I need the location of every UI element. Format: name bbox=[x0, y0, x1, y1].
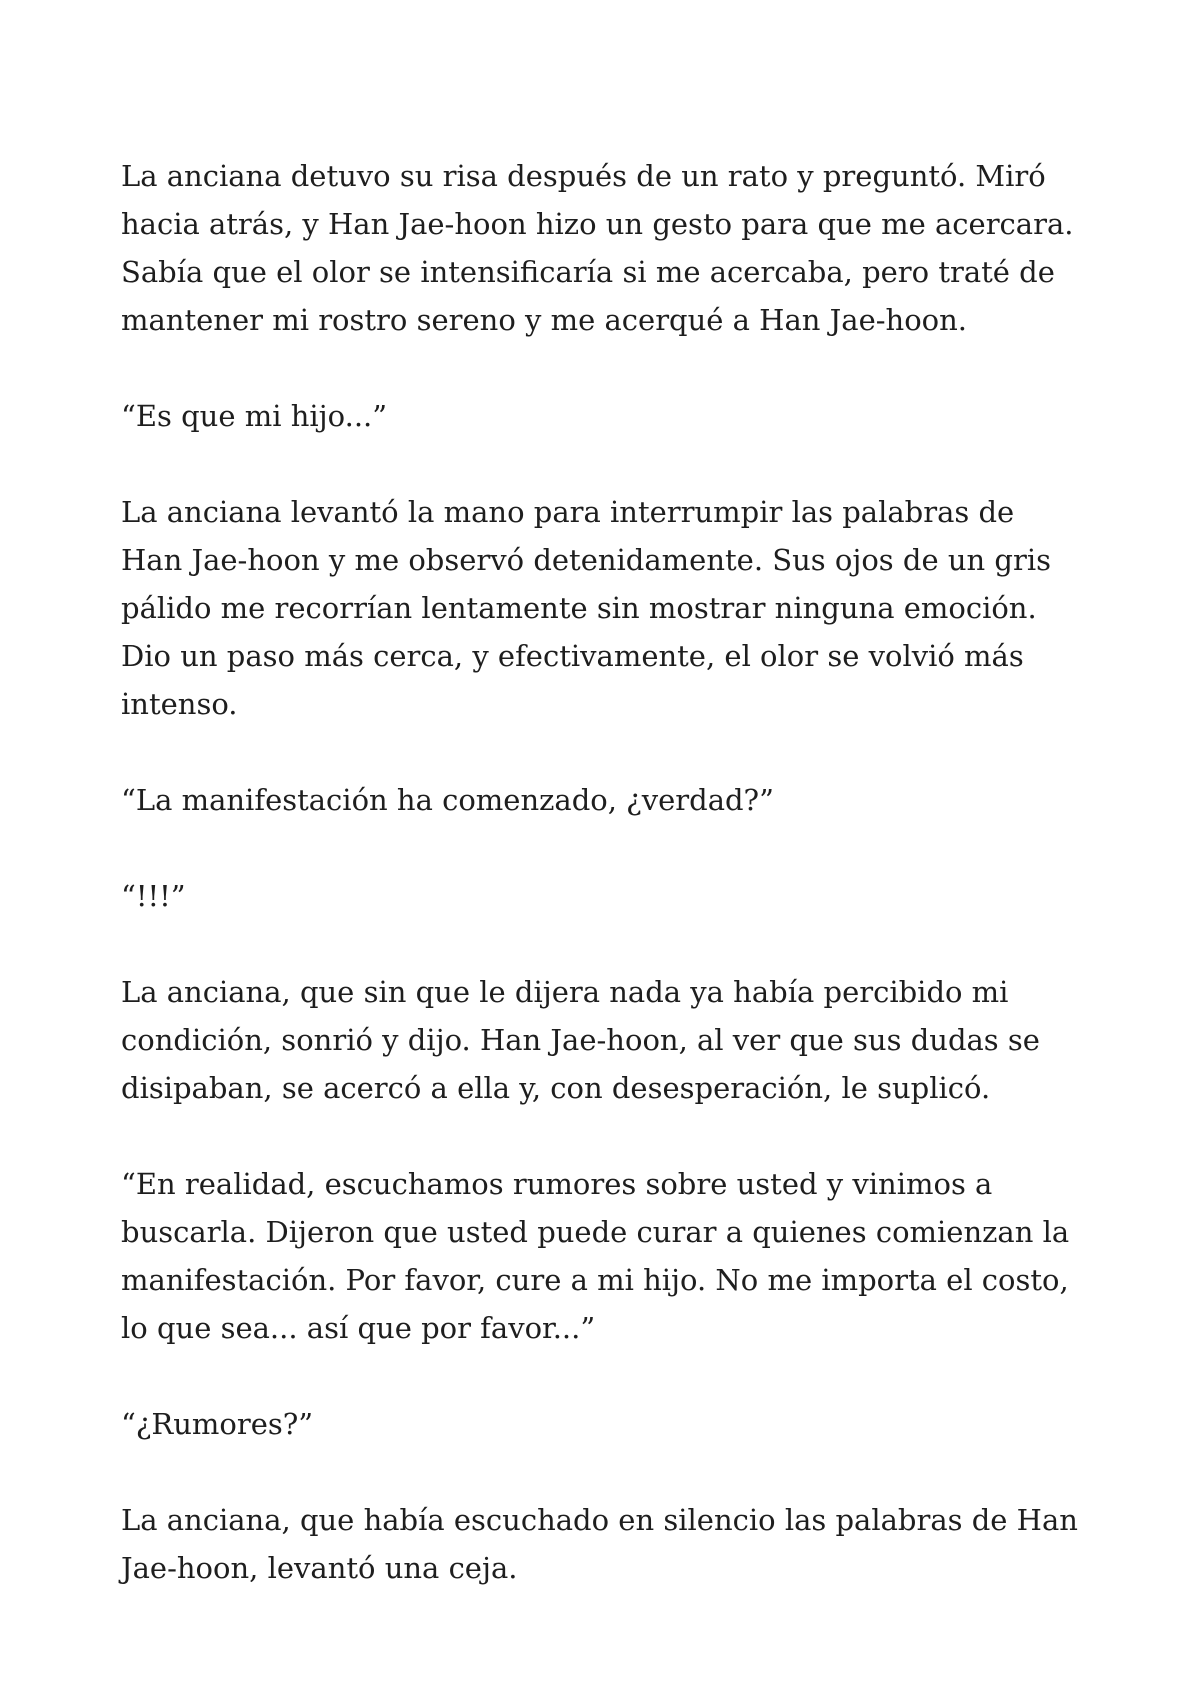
paragraph-2: La anciana levantó la mano para interrumpir las palabras de Han Jae-hoon y me observó detenidamente. Sus ojos de un gris pálido me recorrían lentamente sin mostrar ninguna emoción. Dio un paso más cerca, y efectivamente, el olor se volvió más intenso. bbox=[121, 495, 1052, 721]
dialogue-line-5: “¿Rumores?” bbox=[121, 1407, 314, 1441]
paragraph-1: La anciana detuvo su risa después de un rato y preguntó. Miró hacia atrás, y Han Jae-hoon hizo un gesto para que me acercara. Sabía que el olor se intensificaría si me acercaba, pero traté de mantener mi rostro sereno y me acerqué a Han Jae-hoon. bbox=[121, 159, 1074, 337]
dialogue-line-1: “Es que mi hijo...” bbox=[121, 399, 388, 433]
paragraph-3: La anciana, que sin que le dijera nada ya había percibido mi condición, sonrió y dijo. Han Jae-hoon, al ver que sus dudas se disipaban, se acercó a ella y, con desesperación, le suplicó. bbox=[121, 975, 1040, 1105]
dialogue-line-4: “En realidad, escuchamos rumores sobre usted y vinimos a buscarla. Dijeron que usted puede curar a quienes comienzan la manifestación. Por favor, cure a mi hijo. No me importa el costo, lo que sea... así que por favor...” bbox=[121, 1167, 1070, 1345]
document-body bbox=[121, 152, 1083, 1592]
dialogue-line-2: “La manifestación ha comenzado, ¿verdad?” bbox=[121, 783, 774, 817]
paragraph-4: La anciana, que había escuchado en silencio las palabras de Han Jae-hoon, levantó una ceja. bbox=[121, 1503, 1078, 1585]
dialogue-line-3: “!!!” bbox=[121, 879, 186, 913]
